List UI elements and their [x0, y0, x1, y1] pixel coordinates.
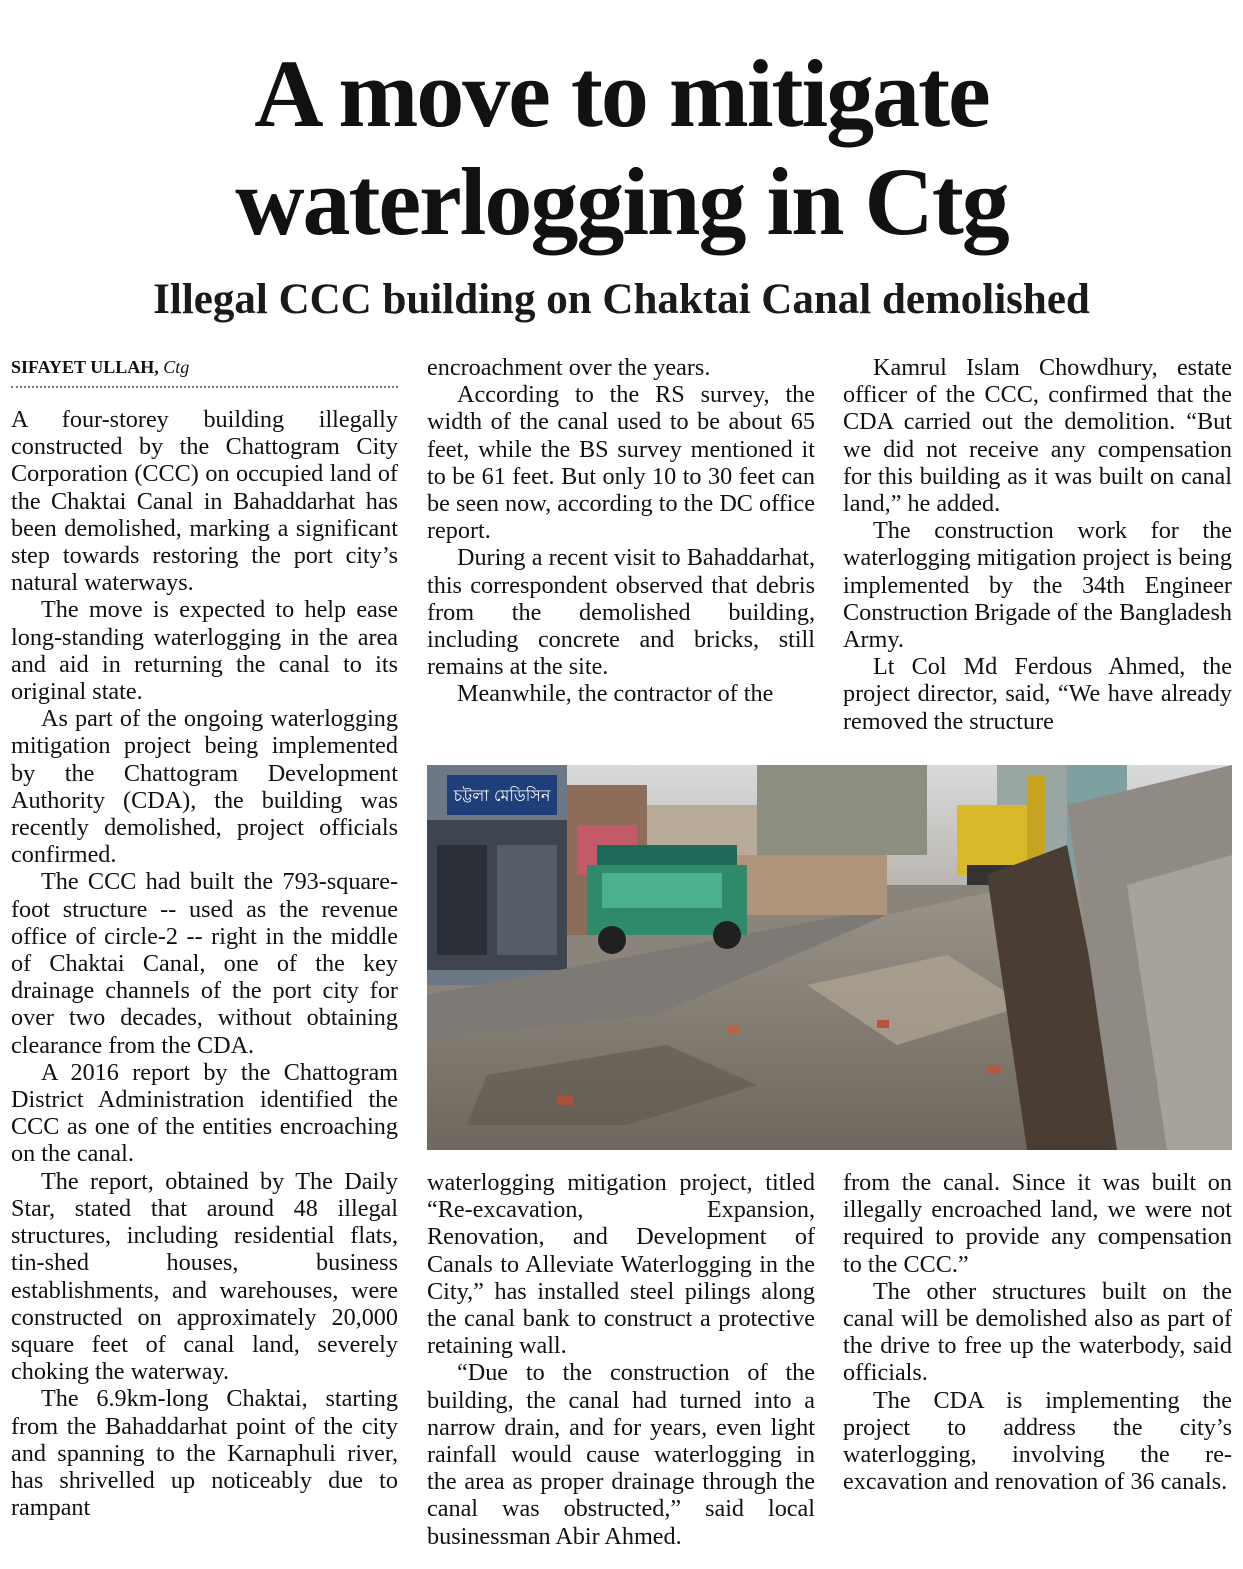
subheadline: Illegal CCC building on Chaktai Canal demolished	[153, 276, 1090, 323]
paragraph: A four-storey building illegally constructed by the Chattogram City Corporation (CCC) on occupied land of the Chaktai Canal in Bahaddarhat has been demolished, marking a significant step towards restoring the port city’s natural waterways.	[11, 406, 398, 597]
paragraph: from the canal. Since it was built on illegally encroached land, we were not required to provide any compensation to the CCC.”	[843, 1169, 1232, 1278]
article-column-3-bottom	[843, 1169, 1232, 1566]
article-column-2-bottom	[427, 1169, 815, 1566]
paragraph: The 6.9km-long Chaktai, starting from the Bahaddarhat point of the city and spanning to the Karnaphuli river, has shrivelled up noticeably due to rampant	[11, 1385, 398, 1522]
paragraph: encroachment over the years.	[427, 354, 711, 381]
brick-fragment	[557, 1095, 573, 1105]
paragraph: waterlogging mitigation project, titled “Re-excavation, Expansion, Renovation, and Development of Canals to Alleviate Waterlogging in the City,” has installed steel pilings along the canal bank to construct a protective retaining wall.	[427, 1169, 815, 1360]
paragraph: The construction work for the waterlogging mitigation project is being implemented by the 34th Engineer Construction Brigade of the Bangladesh Army.	[843, 517, 1232, 654]
news-photo	[427, 765, 1232, 1150]
headline-line-2: waterlogging in Ctg	[235, 148, 1008, 255]
paragraph: The report, obtained by The Daily Star, stated that around 48 illegal structures, including residential flats, tin-shed houses, business establishments, and warehouses, were constructed on approximately 20,000 square feet of canal land, severely choking the waterway.	[11, 1167, 398, 1386]
paragraph: During a recent visit to Bahaddarhat, this correspondent observed that debris from the demolished building, including concrete and bricks, still remains at the site.	[427, 544, 815, 681]
dateline-location: Ctg	[163, 357, 190, 377]
auto-rickshaw	[587, 845, 747, 954]
trees	[757, 765, 927, 855]
article-column-2-top	[427, 354, 815, 736]
paragraph: The CCC had built the 793-square-foot structure -- used as the revenue office of circle-2 -- right in the middle of Chaktai Canal, one of the key drainage channels of the port city for over two decades, without obtaining clearance from the CDA.	[11, 868, 398, 1059]
headline	[0, 40, 1243, 256]
article-column-1	[11, 406, 398, 1566]
headline-line-1: A move to mitigate	[254, 40, 989, 147]
brick-fragment	[727, 1025, 739, 1033]
brick-fragment	[987, 1065, 1001, 1074]
paragraph: Kamrul Islam Chowdhury, estate officer of the CCC, confirmed that the CDA carried out the demolition. “But we did not receive any compensation for this building as it was built on canal land,” he added.	[843, 354, 1232, 518]
paragraph: The move is expected to help ease long-standing waterlogging in the area and aid in returning the canal to its original state.	[11, 596, 398, 706]
author-name: SIFAYET ULLAH,	[11, 357, 159, 377]
paragraph: “Due to the construction of the building, the canal had turned into a narrow drain, and for years, even light rainfall would cause waterlogging in the area as proper drainage through the canal was obstructed,” said local businessman Abir Ahmed.	[427, 1359, 815, 1550]
paragraph: According to the RS survey, the width of the canal used to be about 65 feet, while the BS survey mentioned it to be 61 feet. But only 10 to 30 feet can be seen now, according to the DC office report.	[427, 381, 815, 545]
shop-sign-text: চট্টলা মেডিসিন	[453, 786, 551, 805]
paragraph: Meanwhile, the contractor of the	[457, 680, 774, 708]
paragraph: As part of the ongoing waterlogging mitigation project being implemented by the Chattogram Development Authority (CDA), the building was recently demolished, project officials confirmed.	[11, 705, 398, 869]
brick-fragment	[877, 1020, 889, 1028]
byline	[11, 354, 398, 388]
paragraph: The other structures built on the canal will be demolished also as part of the drive to free up the waterbody, said officials.	[843, 1277, 1232, 1387]
demolition-site-photo	[427, 765, 1232, 1150]
shop-shutter	[497, 845, 557, 955]
paragraph: Lt Col Md Ferdous Ahmed, the project director, said, “We have already removed the structure	[843, 653, 1232, 735]
article-column-3-top	[843, 354, 1232, 736]
shop-shutter	[437, 845, 487, 955]
paragraph: A 2016 report by the Chattogram District Administration identified the CCC as one of the entities encroaching on the canal.	[11, 1058, 398, 1168]
paragraph: The CDA is implementing the project to address the city’s waterlogging, involving the re-excavation and renovation of 36 canals.	[843, 1386, 1232, 1496]
